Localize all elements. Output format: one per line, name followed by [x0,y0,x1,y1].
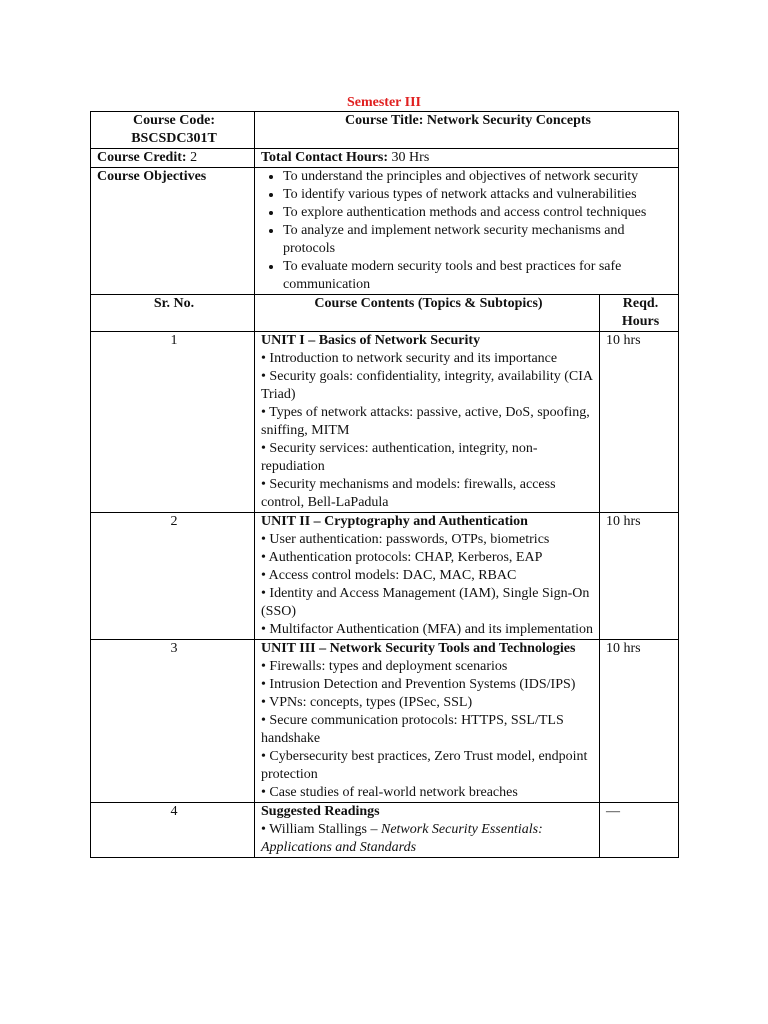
contact-hours-value: 30 Hrs [391,150,430,165]
contents-header-row [91,295,679,332]
unit-title: UNIT II – Cryptography and Authentication [261,514,528,529]
objective-item: • To identify various types of network attacks and vulnerabilities [283,186,675,204]
unit-topic: • VPNs: concepts, types (IPSec, SSL) [261,695,473,710]
unit-row [91,332,679,513]
course-title-label: Course Title: [345,113,424,128]
course-title-value: Network Security Concepts [426,113,592,128]
objective-item: • To analyze and implement network security mechanisms and protocols [283,222,675,258]
unit-row [91,640,679,803]
unit-topic: • Case studies of real-world network breaches [261,785,518,800]
unit-sr-no: 4 [91,803,255,858]
objectives-cell [255,168,679,295]
unit-row [91,513,679,640]
unit-topic: • Introduction to network security and its importance [261,351,558,366]
course-title-cell [255,112,679,149]
course-credit-label: Course Credit: [97,150,187,165]
unit-topic: • Firewalls: types and deployment scenarios [261,659,508,674]
objective-item: • To understand the principles and objectives of network security [283,168,675,186]
unit-hours: 10 hrs [600,640,679,803]
readings-contents [255,803,600,858]
contact-hours-cell [255,149,679,168]
reading-item [261,821,596,857]
reading-author: • William Stallings – [261,822,381,837]
semester-heading: Semester III [346,95,421,110]
course-code-row [91,112,679,149]
unit-hours: — [600,803,679,858]
course-credit-row [91,149,679,168]
unit-topic: • Security goals: confidentiality, integrity, availability (CIA Triad) [261,369,593,402]
objective-item: • To evaluate modern security tools and best practices for safe communication [283,258,675,294]
course-credit-cell [91,149,255,168]
unit-title: UNIT I – Basics of Network Security [261,333,481,348]
unit-topic: • Security mechanisms and models: firewalls, access control, Bell-LaPadula [261,477,556,510]
course-table [90,111,679,858]
course-code-value: BSCSDC301T [131,131,217,146]
objectives-list [261,168,675,294]
unit-sr-no: 2 [91,513,255,640]
unit-sr-no: 1 [91,332,255,513]
unit-hours: 10 hrs [600,332,679,513]
unit-topic: • Intrusion Detection and Prevention Systems (IDS/IPS) [261,677,576,692]
sr-no-header: Sr. No. [91,295,255,332]
course-code-label: Course Code: [132,113,216,128]
contact-hours-label: Total Contact Hours: [261,150,389,165]
unit-topic: • Identity and Access Management (IAM), Single Sign-On (SSO) [261,586,590,619]
course-credit-value: 2 [190,150,198,165]
course-code-cell [91,112,255,149]
unit-contents [255,332,600,513]
syllabus-page [90,94,678,858]
objective-item: • To explore authentication methods and access control techniques [283,204,675,222]
unit-topic: • Cybersecurity best practices, Zero Trust model, endpoint protection [261,749,588,782]
unit-sr-no: 3 [91,640,255,803]
readings-title: Suggested Readings [261,804,380,819]
unit-contents [255,513,600,640]
unit-topic: • Security services: authentication, integrity, non-repudiation [261,441,538,474]
unit-topic: • Access control models: DAC, MAC, RBAC [261,568,517,583]
reading-book-title: Network Security Essentials: Applications and Standards [261,822,543,855]
hours-header: Reqd. Hours [600,295,679,332]
unit-topic: • Secure communication protocols: HTTPS, SSL/TLS handshake [261,713,564,746]
contents-header: Course Contents (Topics & Subtopics) [255,295,600,332]
unit-hours: 10 hrs [600,513,679,640]
unit-contents [255,640,600,803]
unit-topic: • Authentication protocols: CHAP, Kerberos, EAP [261,550,543,565]
objectives-row [91,168,679,295]
objectives-label: Course Objectives [91,168,255,295]
unit-title: UNIT III – Network Security Tools and Technologies [261,641,576,656]
readings-row [91,803,679,858]
unit-topic: • Multifactor Authentication (MFA) and its implementation [261,622,594,637]
unit-topic: • Types of network attacks: passive, active, DoS, spoofing, sniffing, MITM [261,405,590,438]
unit-topic: • User authentication: passwords, OTPs, biometrics [261,532,550,547]
